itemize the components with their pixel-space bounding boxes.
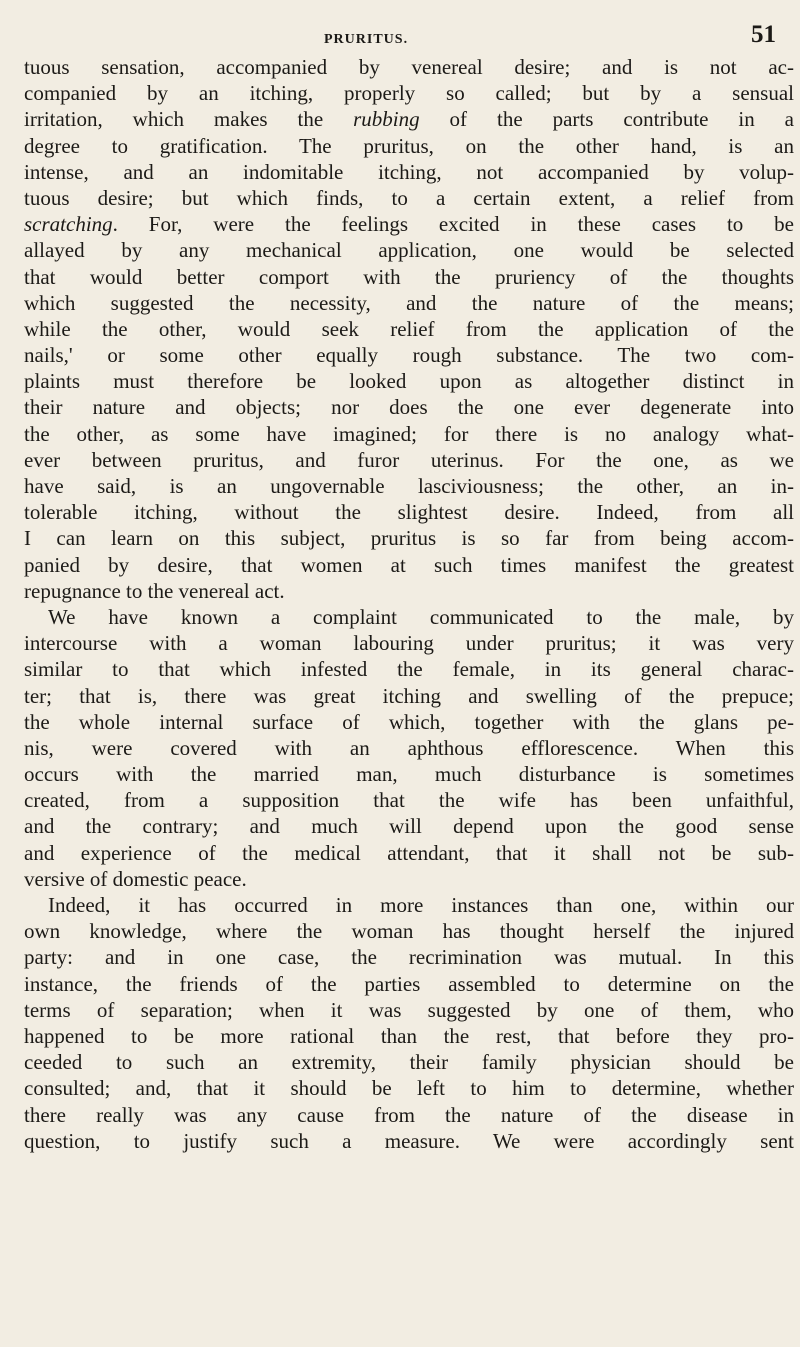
running-head — [0, 6, 800, 46]
text-line: tuous desire; but which finds, to a certain extent, a relief from — [24, 185, 794, 210]
text-line: the other, as some have imagined; for there is no analogy what- — [24, 421, 794, 446]
text-line: which suggested the necessity, and the nature of the means; — [24, 290, 794, 315]
text-line: ter; that is, there was great itching and swelling of the prepuce; — [24, 683, 794, 708]
text-line: scratching. For, were the feelings excited in these cases to be — [24, 212, 794, 237]
text-line: intense, and an indomitable itching, not accompanied by volup- — [24, 159, 794, 184]
text-line: consulted; and, that it should be left to him to determine, whether — [24, 1076, 794, 1101]
text-line: companied by an itching, properly so called; but by a sensual — [24, 81, 794, 106]
text-line: that would better comport with the pruriency of the thoughts — [24, 264, 794, 289]
text-line: irritation, which makes the rubbing of the parts contribute in a — [24, 107, 795, 132]
text-line: plaints must therefore be looked upon as altogether distinct in — [24, 369, 794, 394]
text-line: occurs with the married man, much disturbance is sometimes — [24, 762, 794, 787]
text-line: have said, is an ungovernable lasciviousness; the other, an in- — [24, 474, 794, 498]
text-line: own knowledge, where the woman has thought herself the injured — [24, 919, 794, 944]
text-line: there really was any cause from the nature of the disease in — [24, 1102, 794, 1127]
text-line: We have known a complaint communicated to the male, by — [48, 604, 794, 629]
text-line: tuous sensation, accompanied by venereal desire; and is not ac- — [24, 55, 794, 79]
body-text — [24, 54, 794, 1154]
text-line: their nature and objects; nor does the one ever degenerate into — [24, 395, 794, 420]
text-line: created, from a supposition that the wife has been unfaithful, — [24, 788, 794, 813]
text-line: Indeed, it has occurred in more instances than one, within our — [48, 893, 794, 917]
text-line: repugnance to the venereal act. — [24, 578, 285, 603]
text-line: panied by desire, that women at such times manifest the greatest — [24, 552, 794, 577]
text-line: I can learn on this subject, pruritus is so far from being accom- — [24, 526, 794, 551]
running-title: PRURITUS. — [324, 32, 409, 47]
text-line: ever between pruritus, and furor uterinus. For the one, as we — [24, 447, 794, 472]
text-line: while the other, would seek relief from the application of the — [24, 316, 794, 341]
text-line: the whole internal surface of which, together with the glans pe- — [24, 709, 794, 734]
text-line: question, to justify such a measure. We were accordingly sent — [24, 1128, 794, 1153]
text-line: nis, were covered with an aphthous efflorescence. When this — [24, 735, 794, 760]
page-number: 51 — [751, 21, 776, 48]
text-line: similar to that which infested the female, in its general charac- — [24, 657, 794, 682]
text-line: and the contrary; and much will depend upon the good sense — [24, 814, 794, 839]
text-line: happened to be more rational than the rest, that before they pro- — [24, 1023, 794, 1048]
text-line: tolerable itching, without the slightest desire. Indeed, from all — [24, 500, 794, 525]
text-line: nails,' or some other equally rough substance. The two com- — [24, 343, 794, 368]
text-line: allayed by any mechanical application, one would be selected — [24, 238, 794, 263]
text-line: degree to gratification. The pruritus, on the other hand, is an — [24, 133, 794, 158]
text-line: instance, the friends of the parties assembled to determine on the — [24, 971, 794, 996]
text-line: intercourse with a woman labouring under pruritus; it was very — [24, 631, 794, 656]
text-line: ceeded to such an extremity, their family physician should be — [24, 1050, 794, 1075]
text-line: versive of domestic peace. — [24, 866, 247, 891]
text-line: and experience of the medical attendant, that it shall not be sub- — [24, 840, 794, 865]
text-line: terms of separation; when it was suggested by one of them, who — [24, 997, 794, 1022]
text-line: party: and in one case, the recrimination was mutual. In this — [24, 945, 794, 970]
